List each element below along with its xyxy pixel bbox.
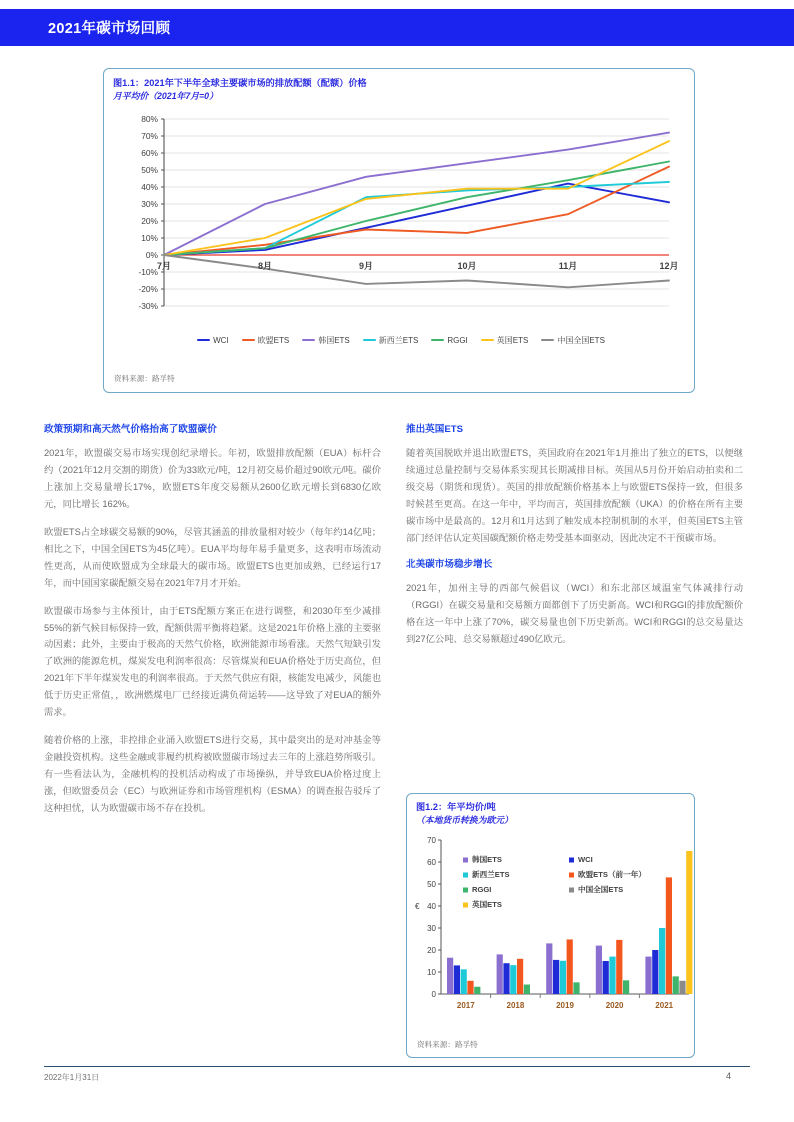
svg-text:-20%: -20%	[138, 284, 158, 295]
line-chart-legend	[116, 331, 686, 349]
right-section-heading-2: 北美碳市场稳步增长	[406, 558, 493, 570]
svg-text:WCI: WCI	[578, 855, 593, 864]
line-legend-item	[481, 335, 529, 346]
svg-text:30%: 30%	[141, 199, 158, 210]
svg-text:12月: 12月	[659, 261, 679, 271]
page-title: 2021年碳市场回顾	[48, 21, 171, 37]
svg-text:中国全国ETS: 中国全国ETS	[578, 885, 624, 894]
svg-text:50%: 50%	[141, 165, 158, 176]
figure-1-2-source: 资料来源：路孚特	[417, 1040, 478, 1049]
svg-text:€: €	[415, 902, 420, 911]
legend-label: 英国ETS	[496, 335, 529, 345]
line-legend-item	[431, 336, 467, 345]
left-section-heading: 政策预期和高天然气价格抬高了欧盟碳价	[44, 424, 217, 435]
legend-label: 欧盟ETS	[257, 335, 290, 345]
footer-date: 2022年1月31日	[44, 1073, 100, 1082]
right-text-column	[406, 423, 743, 659]
svg-text:2021: 2021	[655, 1001, 674, 1010]
svg-text:9月: 9月	[358, 261, 374, 271]
svg-text:8月: 8月	[257, 261, 273, 271]
svg-text:2019: 2019	[556, 1001, 574, 1010]
svg-text:韩国ETS: 韩国ETS	[472, 855, 502, 864]
svg-text:80%: 80%	[141, 114, 158, 125]
figure-1-1-heading	[113, 77, 367, 103]
svg-text:40%: 40%	[141, 182, 158, 193]
svg-text:20: 20	[427, 946, 436, 955]
svg-text:70: 70	[427, 836, 436, 845]
footer-page-number: 4	[726, 1071, 732, 1081]
svg-text:11月: 11月	[558, 261, 578, 271]
svg-text:60%: 60%	[141, 148, 158, 159]
legend-swatch-icon	[242, 339, 255, 342]
svg-text:-30%: -30%	[138, 301, 158, 312]
line-legend-item	[197, 336, 229, 345]
figure-1-2-title: 图1.2：年平均价/吨	[416, 802, 496, 812]
line-legend-item	[302, 335, 350, 346]
right-paragraph-2: 2021年，加州主导的西部气候倡议（WCI）和东北部区域温室气体减排行动（RGGI）在碳交易量和交易额方面都创下了历史新高。WCI和RGGI的排放配额价格在这一年中上涨了70%，碳交易量也创下历史新高。WCI和RGGI的总交易量达到27亿公吨、总交易额超过490亿欧元。	[406, 583, 743, 644]
figure-1-2-subtitle: （本地货币转换为欧元）	[416, 815, 513, 826]
legend-swatch-icon	[197, 339, 210, 342]
svg-text:10: 10	[427, 968, 436, 977]
legend-label: 韩国ETS	[318, 335, 350, 345]
svg-text:7月: 7月	[156, 261, 172, 271]
svg-text:0: 0	[431, 990, 436, 999]
line-chart-svg	[112, 111, 687, 326]
svg-text:2020: 2020	[605, 1001, 624, 1010]
svg-text:60: 60	[427, 858, 436, 867]
figure-1-1	[103, 68, 695, 393]
right-paragraph-1: 随着英国脱欧并退出欧盟ETS，英国政府在2021年1月推出了独立的ETS，以便继续通过总量控制与交易体系实现其长期减排目标。英国从5月份开始启动拍卖和二级交易（期货和现货）。英国的排放配额价格基本上与欧盟ETS保持一致，但很多时候甚至更高。在这一年中，平均而言，英国排放配额（UKA）的价格在所有主要碳市场中是最高的。12月和1月达到了触发成本控制机制的水平，但英国ETS主管部门经评估认定英国碳配额价格走势受基本面驱动，因此决定不干预碳市场。	[406, 448, 743, 543]
svg-text:30: 30	[427, 924, 436, 933]
legend-swatch-icon	[481, 339, 494, 342]
bar-chart-svg	[411, 834, 693, 1016]
svg-text:70%: 70%	[141, 131, 158, 142]
figure-1-2-heading	[416, 801, 513, 827]
legend-swatch-icon	[541, 339, 554, 342]
bar-chart-plot	[411, 834, 693, 1016]
figure-1-1-source: 资料来源：路孚特	[114, 374, 175, 383]
svg-text:-10%: -10%	[138, 267, 158, 278]
line-legend-item	[363, 335, 419, 346]
svg-text:20%: 20%	[141, 216, 158, 227]
left-paragraph-3: 欧盟碳市场参与主体预计，由于ETS配额方案正在进行调整，和2030年至少减排55%的新气候目标保持一致，配额供需平衡将趋紧。这是2021年价格上涨的主要驱动因素；此外，主要由于极高的天然气价格，欧洲能源市场看涨。天然气短缺引发了欧洲的能源危机，煤炭发电利润率很高：尽管煤炭和EUA价格处于历史高位，但2021年下半年煤炭发电的利润率很高。于天然气供应有限，核能发电减少，风能也低于历史正常值，，欧洲燃煤电厂已经接近满负荷运转——这导致了对EUA的额外需求。	[44, 605, 381, 718]
svg-text:2017: 2017	[456, 1001, 475, 1010]
figure-1-1-subtitle: 月平均价（2021年7月=0）	[113, 91, 218, 102]
svg-text:0%: 0%	[145, 250, 158, 261]
svg-text:10%: 10%	[141, 233, 158, 244]
footer-divider	[44, 1066, 750, 1067]
legend-label: 新西兰ETS	[378, 335, 419, 345]
legend-swatch-icon	[363, 339, 376, 342]
svg-text:2018: 2018	[506, 1001, 525, 1010]
svg-text:新西兰ETS: 新西兰ETS	[472, 870, 510, 879]
figure-1-2	[406, 793, 695, 1058]
svg-text:40: 40	[427, 902, 436, 911]
line-chart-plot	[112, 111, 687, 326]
left-text-column	[44, 423, 381, 828]
legend-label: 中国全国ETS	[557, 335, 605, 345]
figure-1-1-title: 图1.1：2021年下半年全球主要碳市场的排放配额（配额）价格	[113, 78, 367, 88]
legend-label: WCI	[213, 335, 229, 345]
line-legend-item	[242, 335, 290, 346]
left-paragraph-4: 随着价格的上涨，非控排企业涌入欧盟ETS进行交易，其中最突出的是对冲基金等金融投资机构。这些金融或非履约机构被欧盟碳市场过去三年的上涨趋势所吸引。有一些看法认为，金融机构的投机活动构成了市场操纵，并导致EUA价格过度上涨，但欧盟委员会（EC）与欧洲证券和市场管理机构（ESMA）的调查报告驳斥了这种担忧，认为欧盟碳市场不存在投机。	[44, 735, 381, 813]
svg-text:英国ETS: 英国ETS	[472, 900, 502, 909]
right-section-heading-1: 推出英国ETS	[406, 424, 464, 435]
svg-text:欧盟ETS（前一年）: 欧盟ETS（前一年）	[578, 870, 646, 879]
left-paragraph-1: 2021年，欧盟碳交易市场实现创纪录增长。年初，欧盟排放配额（EUA）标杆合约（2021年12月交割的期货）价为33欧元/吨，12月初交易价超过90欧元/吨。碳价上涨加上交易量增长17%，欧盟ETS年度交易额从2600亿欧元增长到6830亿欧元，同比增长 162%。	[44, 448, 381, 510]
line-legend-item	[541, 335, 605, 346]
legend-swatch-icon	[431, 339, 444, 342]
legend-swatch-icon	[302, 339, 315, 342]
svg-text:50: 50	[427, 880, 436, 889]
svg-text:RGGI: RGGI	[472, 885, 492, 894]
svg-text:10月: 10月	[457, 261, 477, 271]
left-paragraph-2: 欧盟ETS占全球碳交易额的90%，尽管其涵盖的排放量相对较少（每年约14亿吨；相比之下，中国全国ETS为45亿吨）。EUA平均每年易手量更多，这表明市场流动性更高，从而使欧盟成为全球最大的碳市场。欧盟ETS也更加成熟，已经运行17年，而中国国家碳配额交易在2021年7月才开始。	[44, 527, 381, 588]
legend-label: RGGI	[447, 335, 468, 345]
